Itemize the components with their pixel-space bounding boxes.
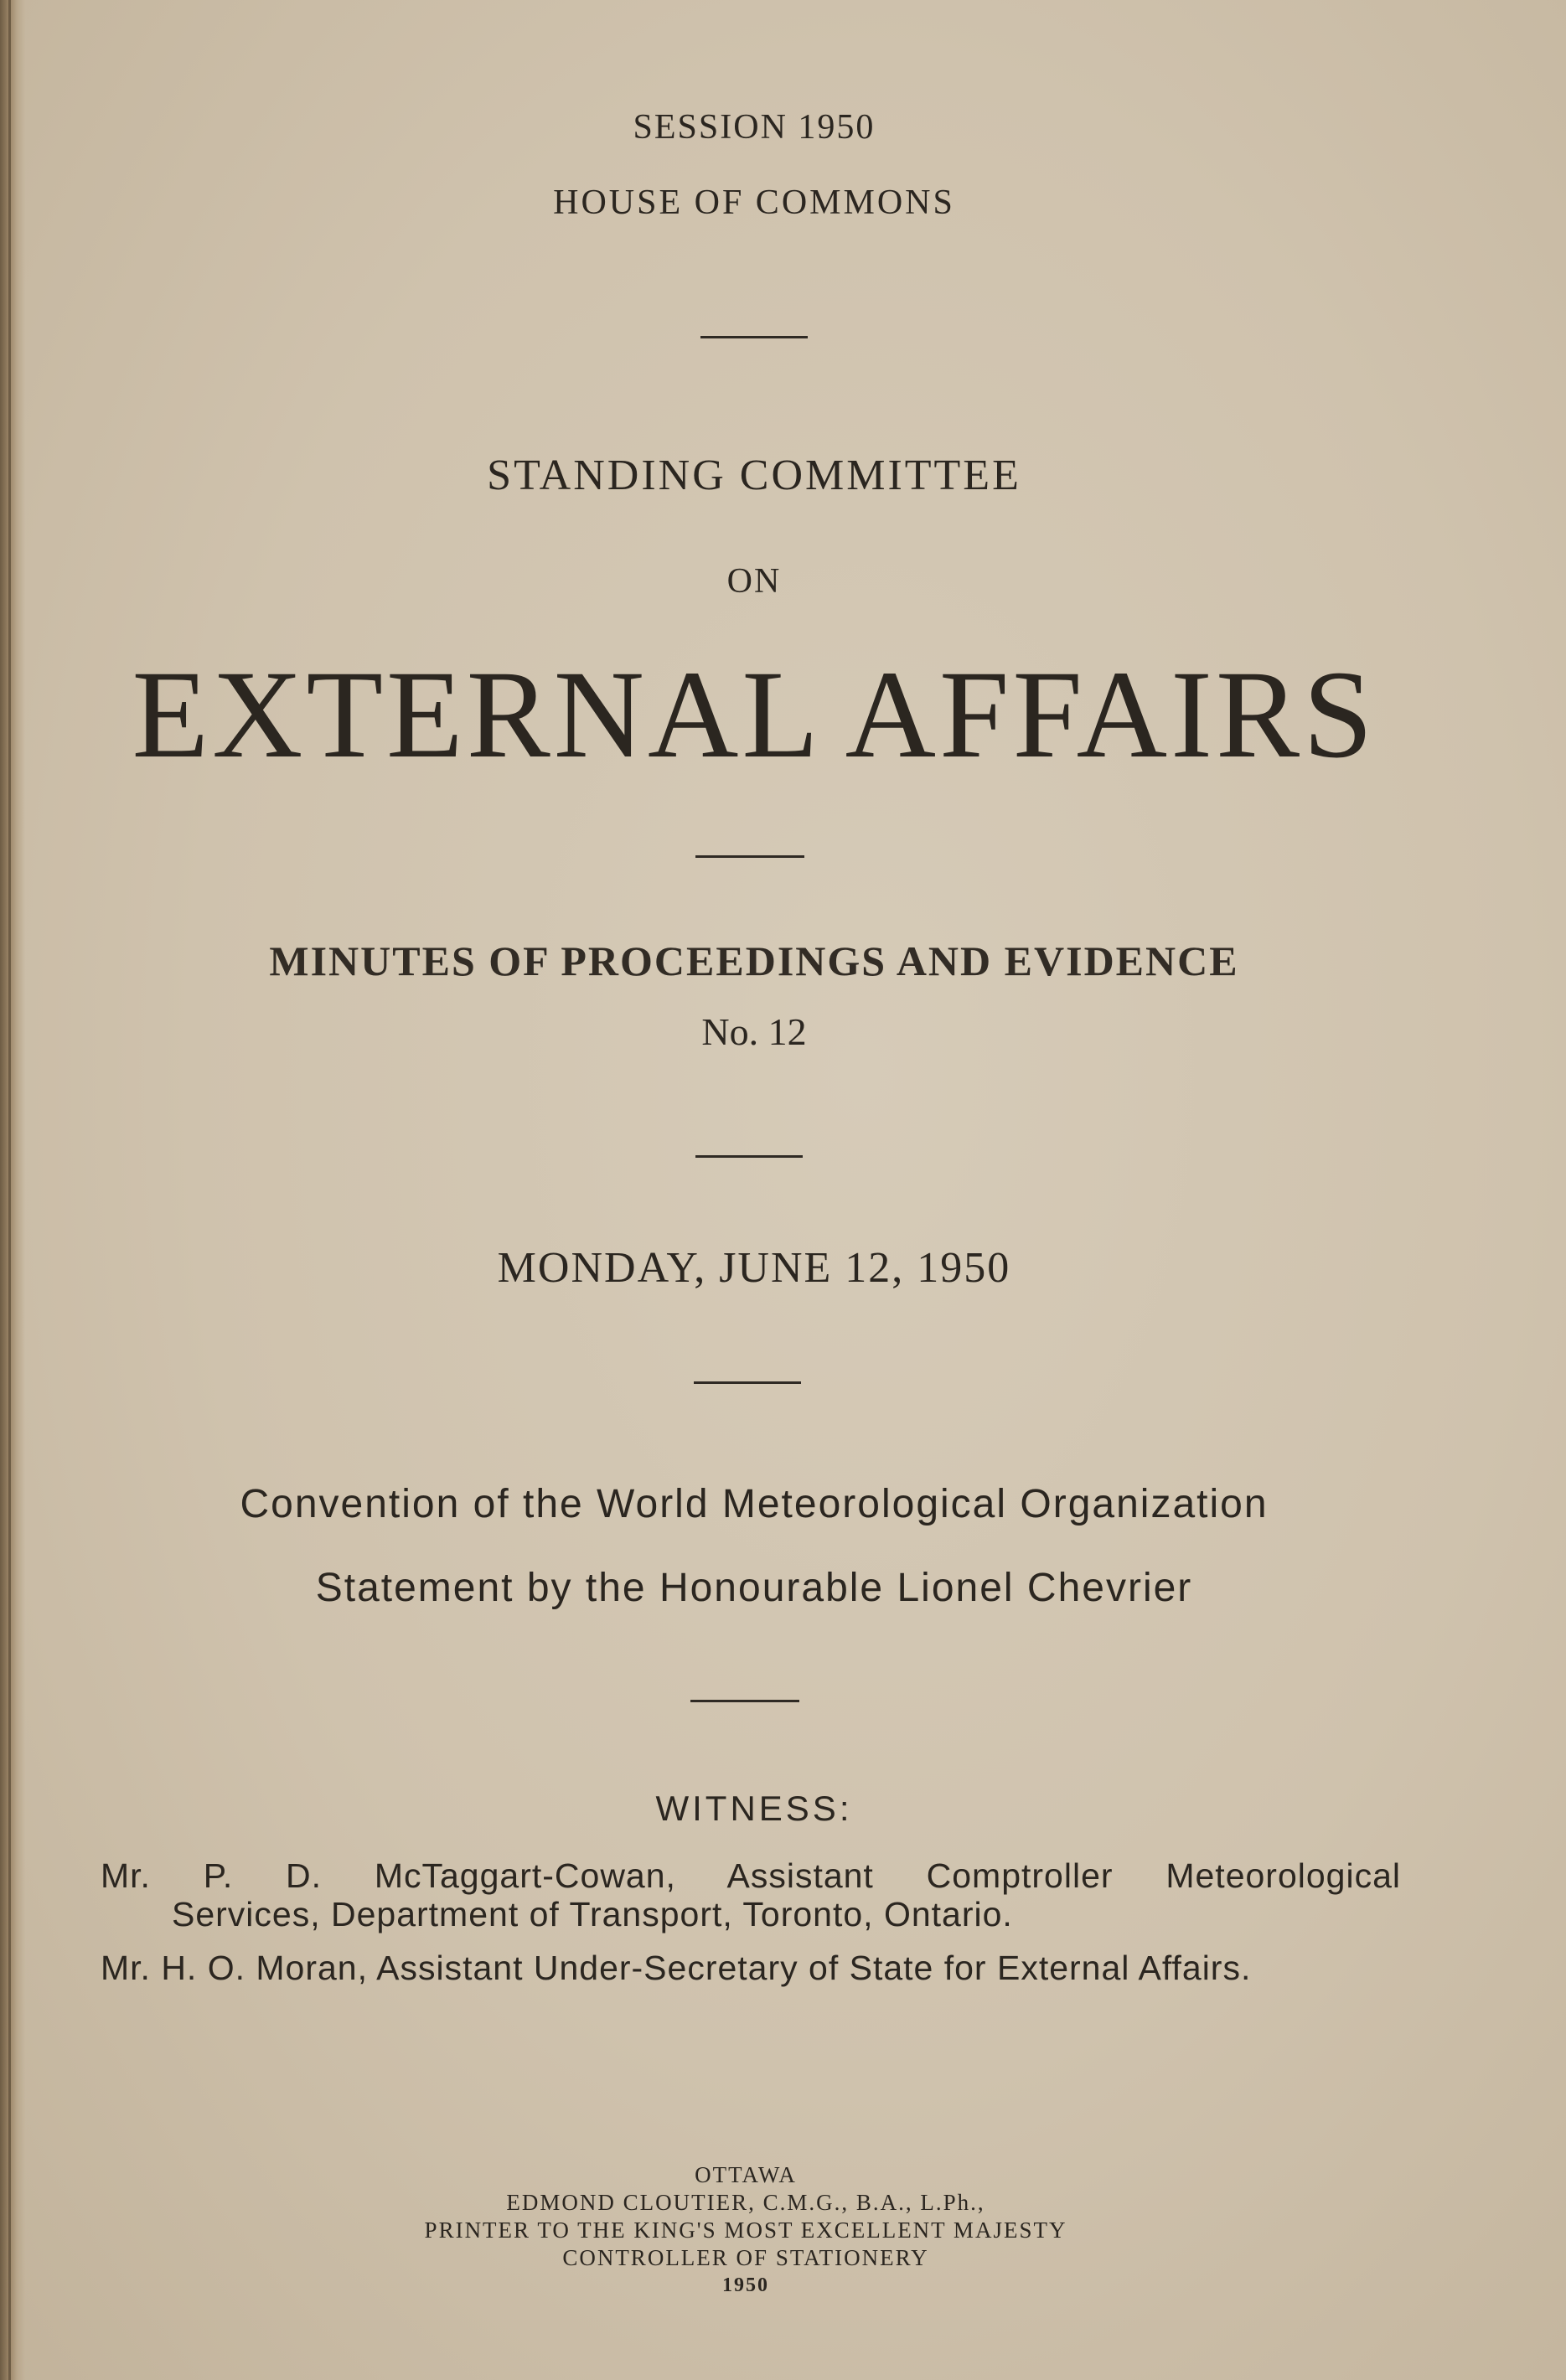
witness-heading: WITNESS:: [655, 1789, 853, 1828]
proceedings-number: No. 12: [701, 1010, 807, 1053]
witness-entry: Mr. P. D. McTaggart-Cowan, Assistant Comptroller Meteorological: [101, 1856, 1401, 1895]
imprint-city: OTTAWA: [695, 2162, 797, 2187]
imprint-year: 1950: [722, 2274, 769, 2296]
witness-entry: Mr. H. O. Moran, Assistant Under-Secretary of State for External Affairs.: [101, 1949, 1252, 1987]
subject-line: Convention of the World Meteorological Organization: [240, 1482, 1269, 1526]
imprint-office: CONTROLLER OF STATIONERY: [562, 2245, 929, 2270]
session-label: SESSION 1950: [633, 108, 876, 147]
imprint-printer: EDMOND CLOUTIER, C.M.G., B.A., L.Ph.,: [506, 2190, 985, 2215]
binding-line: [8, 0, 11, 2380]
divider-rule: [695, 855, 804, 858]
book-spine-edge: [0, 0, 25, 2380]
imprint-title: PRINTER TO THE KING'S MOST EXCELLENT MAJESTY: [424, 2217, 1067, 2243]
divider-rule: [695, 1155, 803, 1158]
committee-label: STANDING COMMITTEE: [487, 452, 1021, 499]
house-label: HOUSE OF COMMONS: [553, 183, 955, 222]
committee-on-label: ON: [726, 562, 782, 601]
subject-line: Statement by the Honourable Lionel Chevrier: [315, 1566, 1193, 1610]
divider-rule: [690, 1700, 799, 1702]
divider-rule: [700, 336, 808, 338]
meeting-date: MONDAY, JUNE 12, 1950: [497, 1244, 1011, 1292]
proceedings-title: MINUTES OF PROCEEDINGS AND EVIDENCE: [269, 937, 1239, 984]
committee-name-title: EXTERNAL AFFAIRS: [132, 645, 1377, 784]
divider-rule: [694, 1381, 801, 1384]
witness-entry-continuation: Services, Department of Transport, Toronto, Ontario.: [172, 1895, 1013, 1933]
